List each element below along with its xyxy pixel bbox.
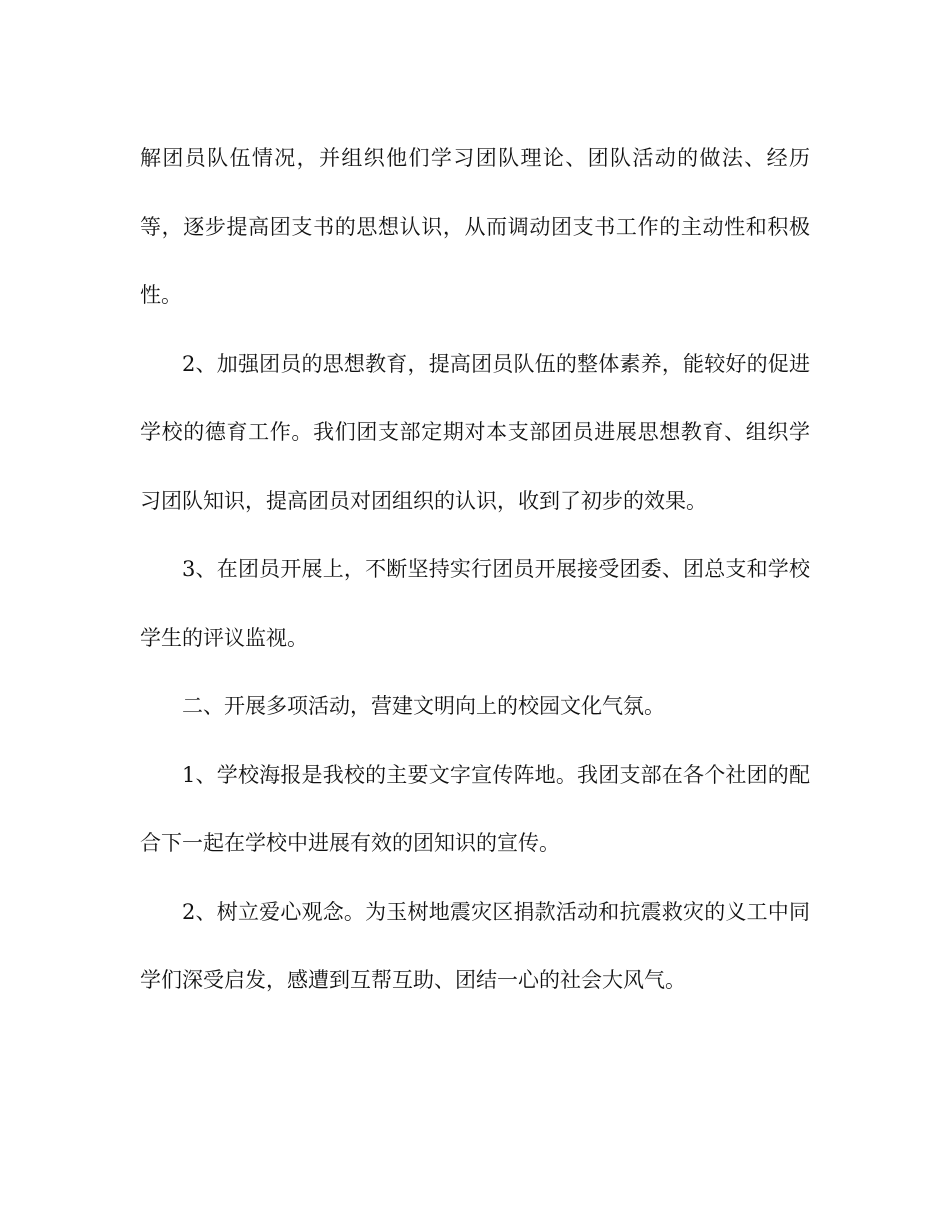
paragraph-ideological-education: 2、加强团员的思想教育，提高团员队伍的整体素养，能较好的促进学校的德育工作。我们团支部定期对本支部团员进展思想教育、组织学习团队知识，提高团员对团组织的认识，收到了初步的效果。	[140, 351, 810, 513]
paragraph-continued-team-study: 解团员队伍情况，并组织他们学习团队理论、团队活动的做法、经历等，逐步提高团支书的思想认识，从而调动团支书工作的主动性和积极性。	[140, 146, 810, 307]
paragraph-charity: 2、树立爱心观念。为玉树地震灾区捐款活动和抗震救灾的义工中同学们深受启发，感遭到互帮互助、团结一心的社会大风气。	[140, 899, 810, 992]
document-body	[140, 124, 810, 1015]
paragraph-member-development: 3、在团员开展上，不断坚持实行团员开展接受团委、团总支和学校学生的评议监视。	[140, 557, 810, 650]
section-heading-activities: 二、开展多项活动，营建文明向上的校园文化气氛。	[182, 694, 665, 718]
paragraph-school-poster: 1、学校海报是我校的主要文字宣传阵地。我团支部在各个社团的配合下一起在学校中进展有效的团知识的宣传。	[140, 762, 810, 855]
